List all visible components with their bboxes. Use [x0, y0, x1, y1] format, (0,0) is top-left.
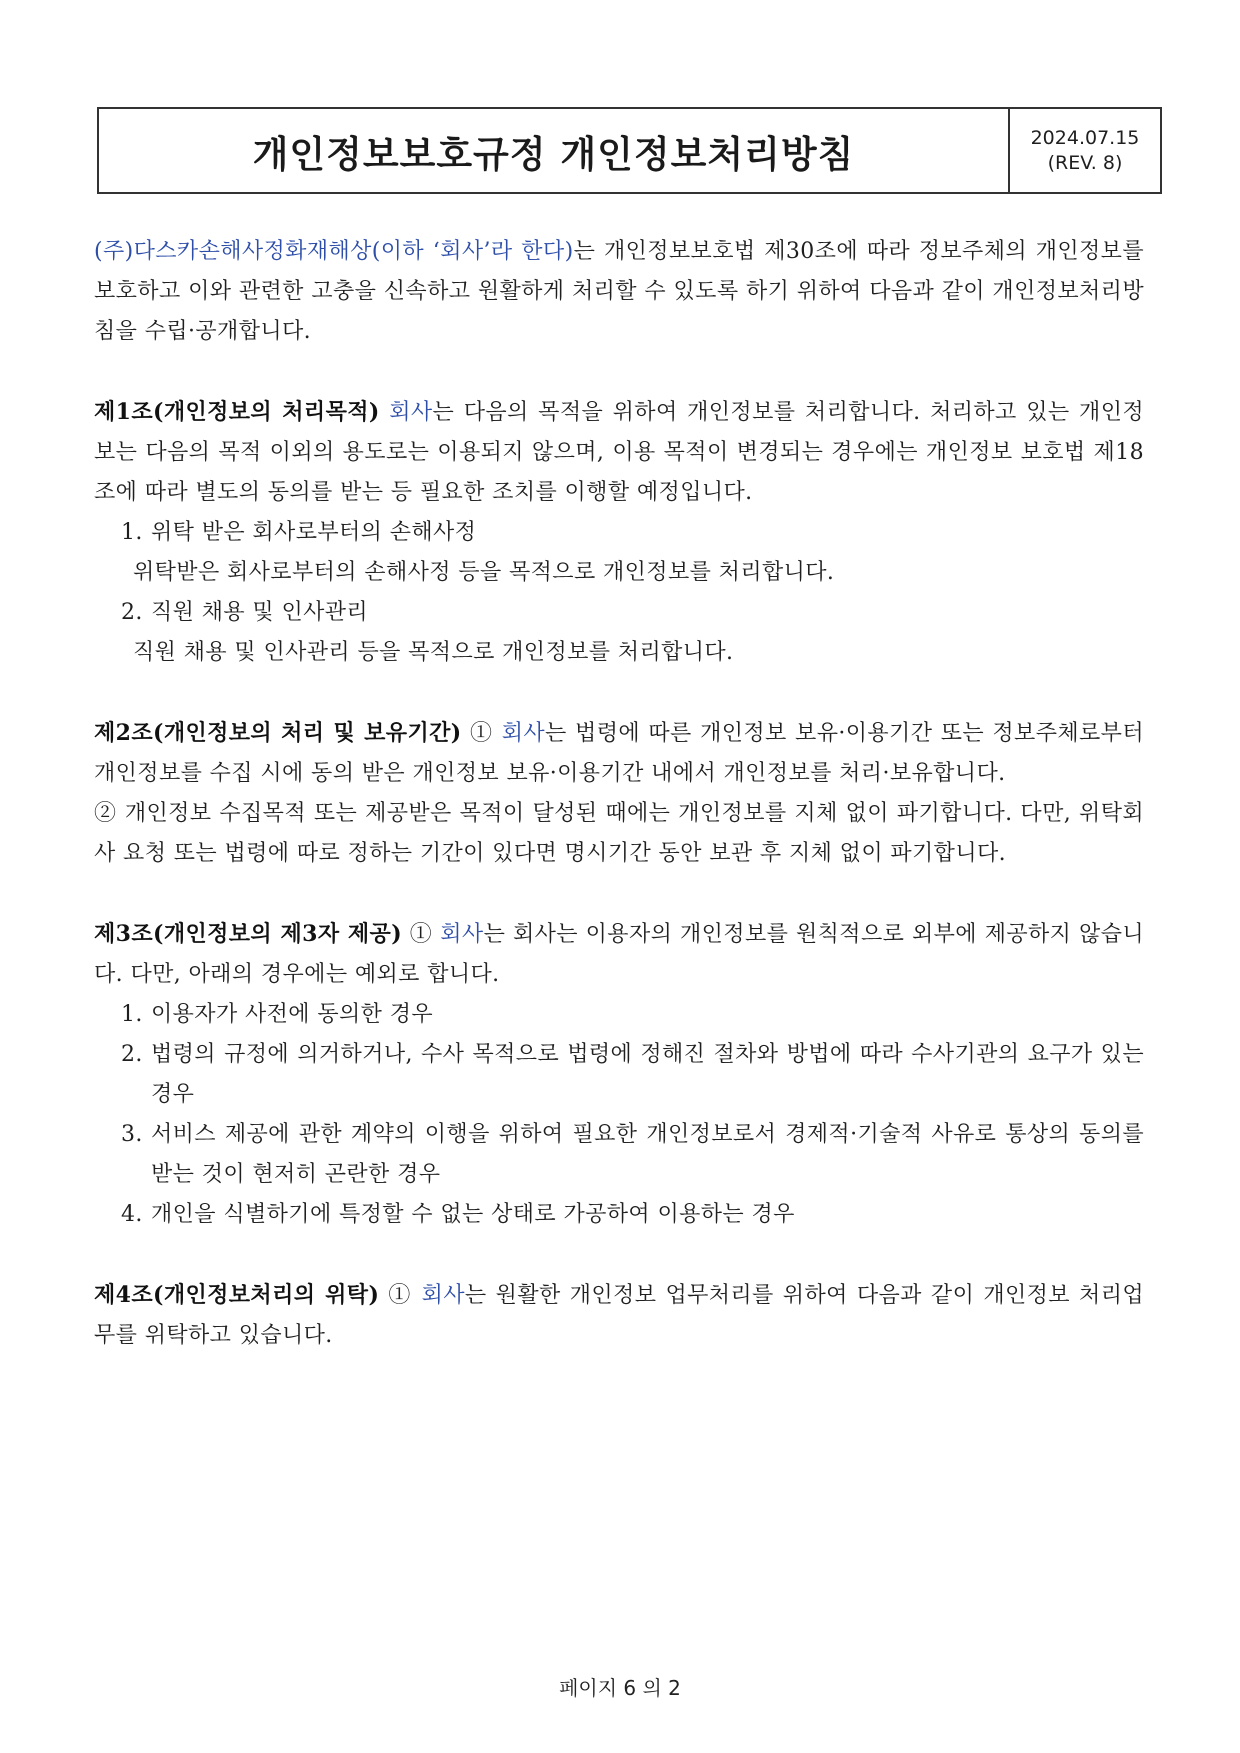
circle-one-marker: ①	[409, 922, 433, 947]
intro-paragraph	[94, 232, 1144, 352]
circle-one-marker: ①	[388, 1283, 413, 1308]
article-4	[94, 1275, 1144, 1356]
list-item-title: 직원 채용 및 인사관리	[151, 600, 369, 625]
article-1-heading: 제1조(개인정보의 처리목적)	[94, 399, 380, 425]
article-2-paragraph-2: ② 개인정보 수집목적 또는 제공받은 목적이 달성된 때에는 개인정보를 지체 없이 파기합니다. 다만, 위탁회사 요청 또는 법령에 따로 정하는 기간이 있다면 명시기간 동안 보관 후 지체 없이 파기합니다.	[94, 801, 1144, 866]
company-ref: 회사	[389, 400, 433, 425]
list-item-desc: 위탁받은 회사로부터의 손해사정 등을 목적으로 개인정보를 처리합니다.	[133, 560, 835, 585]
company-ref: 회사	[440, 922, 484, 947]
document-title: 개인정보보호규정 개인정보처리방침	[252, 132, 855, 176]
page-number: 페이지 6 의 2	[559, 1676, 681, 1700]
article-1-list	[94, 513, 1144, 673]
article-4-text: 는 원활한 개인정보 업무처리를 위하여 다음과 같이 개인정보 처리업무를 위탁하고 있습니다.	[94, 1283, 1144, 1348]
document-body	[94, 232, 1144, 1356]
list-item-title: 위탁 받은 회사로부터의 손해사정	[151, 520, 477, 545]
article-2-heading: 제2조(개인정보의 처리 및 보유기간)	[94, 720, 462, 746]
article-3-list	[94, 995, 1144, 1235]
article-1	[94, 392, 1144, 673]
document-header	[97, 107, 1162, 194]
company-ref: 회사	[501, 721, 546, 746]
revision-box	[1008, 109, 1160, 192]
list-item-desc: 직원 채용 및 인사관리 등을 목적으로 개인정보를 처리합니다.	[133, 640, 734, 665]
article-1-text: 는 다음의 목적을 위하여 개인정보를 처리합니다. 처리하고 있는 개인정보는 다음의 목적 이외의 용도로는 이용되지 않으며, 이용 목적이 변경되는 경우에는 개인정보 보호법 제18조에 따라 별도의 동의를 받는 등 필요한 조치를 이행할 예정입니다.	[94, 400, 1144, 505]
article-2-text-1: 는 법령에 따른 개인정보 보유·이용기간 또는 정보주체로부터 개인정보를 수집 시에 동의 받은 개인정보 보유·이용기간 내에서 개인정보를 처리·보유합니다.	[94, 721, 1144, 786]
article-3	[94, 914, 1144, 1235]
article-4-heading: 제4조(개인정보처리의 위탁)	[94, 1282, 380, 1308]
article-2	[94, 713, 1144, 874]
company-name: (주)다스카손해사정화재해상(이하 ‘회사’라 한다)	[94, 239, 574, 264]
revision-date: 2024.07.15	[1030, 126, 1140, 149]
list-item: 4. 개인을 식별하기에 특정할 수 없는 상태로 가공하여 이용하는 경우	[121, 1202, 795, 1227]
intro-text: 는 개인정보보호법 제30조에 따라 정보주체의 개인정보를 보호하고 이와 관련한 고충을 신속하고 원활하게 처리할 수 있도록 하기 위하여 다음과 같이 개인정보처리방침을 수립·공개합니다.	[94, 239, 1144, 344]
article-4-paragraph	[94, 1275, 1144, 1356]
article-3-heading: 제3조(개인정보의 제3자 제공)	[94, 921, 403, 947]
list-item: 3. 서비스 제공에 관한 계약의 이행을 위하여 필요한 개인정보로서 경제적·기술적 사유로 통상의 동의를 받는 것이 현저히 곤란한 경우	[121, 1122, 1144, 1187]
circle-one-marker: ①	[469, 721, 494, 746]
article-3-text: 는 회사는 이용자의 개인정보를 원칙적으로 외부에 제공하지 않습니다. 다만, 아래의 경우에는 예외로 합니다.	[94, 922, 1144, 987]
list-item: 1. 위탁 받은 회사로부터의 손해사정 위탁받은 회사로부터의 손해사정 등을 목적으로 개인정보를 처리합니다.	[94, 513, 1144, 593]
article-2-paragraph-1	[94, 713, 1144, 794]
article-1-paragraph	[94, 392, 1144, 513]
list-item: 1. 이용자가 사전에 동의한 경우	[121, 1002, 434, 1027]
revision-number: (REV. 8)	[1047, 151, 1123, 174]
list-item: 2. 법령의 규정에 의거하거나, 수사 목적으로 법령에 정해진 절차와 방법에 따라 수사기관의 요구가 있는 경우	[121, 1042, 1144, 1107]
company-ref: 회사	[421, 1283, 465, 1308]
list-item: 2. 직원 채용 및 인사관리 직원 채용 및 인사관리 등을 목적으로 개인정보를 처리합니다.	[94, 593, 1144, 673]
article-3-paragraph	[94, 914, 1144, 995]
